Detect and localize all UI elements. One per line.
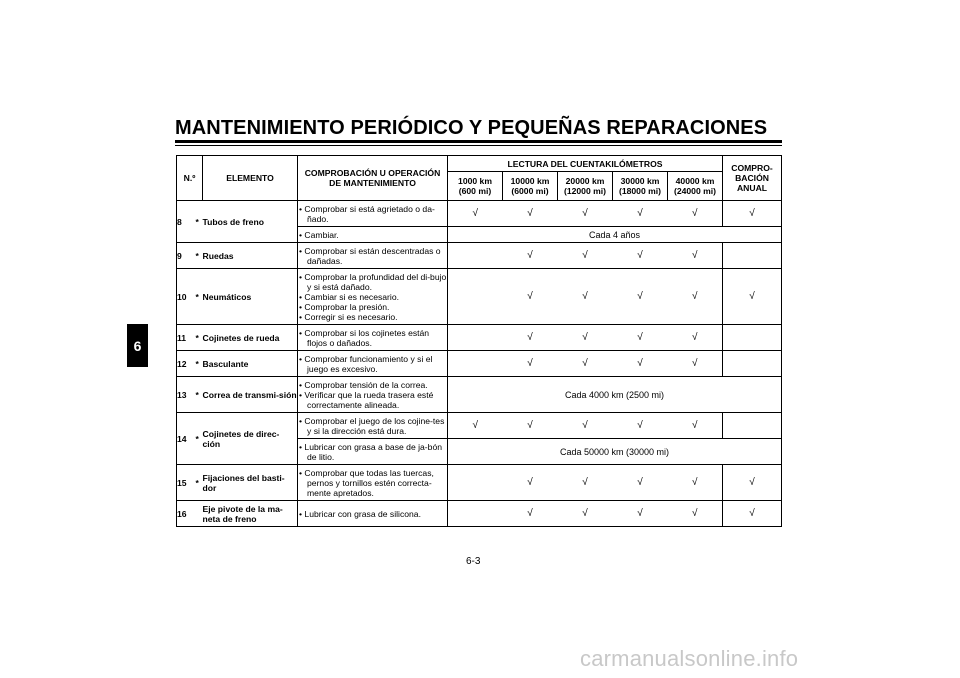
header-km-1: 1000 km (600 mi) bbox=[448, 172, 503, 201]
check-mark: √ bbox=[558, 325, 613, 351]
chapter-tab: 6 bbox=[127, 324, 148, 367]
check-mark: √ bbox=[668, 325, 723, 351]
interval-text: Cada 4 años bbox=[448, 227, 782, 243]
operation-cell: • Comprobar que todas las tuercas, pernos y tornillos estén correcta-mente apretados. bbox=[298, 465, 448, 501]
title-rule-thick bbox=[175, 140, 782, 143]
title-rule-thin bbox=[175, 145, 782, 146]
maintenance-table bbox=[176, 155, 782, 527]
page-title: MANTENIMIENTO PERIÓDICO Y PEQUEÑAS REPARACIONES bbox=[175, 117, 768, 139]
header-annual: COMPRO-BACIÓN ANUAL bbox=[723, 156, 782, 201]
check-mark: √ bbox=[503, 201, 558, 227]
page-number: 6-3 bbox=[466, 556, 481, 567]
table-row: 12 * Basculante • Comprobar funcionamiento y si el juego es excesivo. √ √ √ √ bbox=[177, 351, 782, 377]
check-mark: √ bbox=[668, 351, 723, 377]
check-mark: √ bbox=[558, 201, 613, 227]
header-km-2: 10000 km (6000 mi) bbox=[503, 172, 558, 201]
interval-text: Cada 4000 km (2500 mi) bbox=[448, 377, 782, 413]
table-row: 14 * Cojinetes de direc-ción • Comprobar el juego de los cojine-tes y si la dirección está dura. √ √ √ √ √ bbox=[177, 413, 782, 439]
check-mark: √ bbox=[558, 351, 613, 377]
operation-cell: • Comprobar la profundidad del di-bujo y si está dañado. • Cambiar si es necesario. • Comprobar la presión. • Corregir si es necesario. bbox=[298, 269, 448, 325]
header-element: ELEMENTO bbox=[203, 156, 298, 201]
table-row: 13 * Correa de transmi-sión • Comprobar tensión de la correa. • Verificar que la rueda trasera esté correctamente alineada. Cada 4000 km (2500 mi) bbox=[177, 377, 782, 413]
check-mark: √ bbox=[613, 325, 668, 351]
table-row: 16 Eje pivote de la ma-neta de freno • Lubricar con grasa de silicona. √ √ √ √ √ bbox=[177, 501, 782, 527]
header-km-4: 30000 km (18000 mi) bbox=[613, 172, 668, 201]
check-mark: √ bbox=[723, 501, 782, 527]
check-mark: √ bbox=[723, 465, 782, 501]
operation-cell: • Comprobar el juego de los cojine-tes y si la dirección está dura. bbox=[298, 413, 448, 439]
check-mark: √ bbox=[613, 201, 668, 227]
check-mark: √ bbox=[448, 201, 503, 227]
operation-cell: • Lubricar con grasa de silicona. bbox=[298, 501, 448, 527]
check-mark: √ bbox=[613, 413, 668, 439]
check-mark: √ bbox=[503, 351, 558, 377]
check-mark: √ bbox=[668, 413, 723, 439]
table-row: 10 * Neumáticos • Comprobar la profundidad del di-bujo y si está dañado. • Cambiar si es necesario. • Comprobar la presión. • Corregir si es necesario. √ √ √ √ √ bbox=[177, 269, 782, 325]
interval-text: Cada 50000 km (30000 mi) bbox=[448, 439, 782, 465]
check-mark: √ bbox=[613, 243, 668, 269]
check-mark: √ bbox=[613, 501, 668, 527]
header-km-3: 20000 km (12000 mi) bbox=[558, 172, 613, 201]
check-mark: √ bbox=[503, 413, 558, 439]
check-mark: √ bbox=[558, 243, 613, 269]
check-mark: √ bbox=[503, 269, 558, 325]
check-mark: √ bbox=[503, 243, 558, 269]
check-mark: √ bbox=[723, 269, 782, 325]
check-mark: √ bbox=[668, 501, 723, 527]
operation-cell: • Lubricar con grasa a base de ja-bón de litio. bbox=[298, 439, 448, 465]
check-mark: √ bbox=[558, 501, 613, 527]
header-odometer: LECTURA DEL CUENTAKILÓMETROS bbox=[448, 156, 723, 172]
check-mark: √ bbox=[668, 269, 723, 325]
check-mark: √ bbox=[668, 243, 723, 269]
check-mark: √ bbox=[668, 201, 723, 227]
check-mark: √ bbox=[613, 465, 668, 501]
check-mark: √ bbox=[558, 269, 613, 325]
table-row: 11 * Cojinetes de rueda • Comprobar si los cojinetes están flojos o dañados. √ √ √ √ bbox=[177, 325, 782, 351]
header-no: N.º bbox=[177, 156, 203, 201]
operation-cell: • Cambiar. bbox=[298, 227, 448, 243]
table-row: 8 * Tubos de freno • Comprobar si está agrietado o da-ñado. √ √ √ √ √ √ bbox=[177, 201, 782, 227]
check-mark: √ bbox=[613, 269, 668, 325]
check-mark: √ bbox=[558, 465, 613, 501]
check-mark: √ bbox=[503, 501, 558, 527]
check-mark: √ bbox=[558, 413, 613, 439]
header-km-5: 40000 km (24000 mi) bbox=[668, 172, 723, 201]
header-operation: COMPROBACIÓN U OPERACIÓN DE MANTENIMIENTO bbox=[298, 156, 448, 201]
operation-cell: • Comprobar funcionamiento y si el juego es excesivo. bbox=[298, 351, 448, 377]
check-mark: √ bbox=[613, 351, 668, 377]
operation-cell: • Comprobar si está agrietado o da-ñado. bbox=[298, 201, 448, 227]
operation-cell: • Comprobar si están descentradas o dañadas. bbox=[298, 243, 448, 269]
check-mark: √ bbox=[503, 465, 558, 501]
check-mark: √ bbox=[503, 325, 558, 351]
check-mark: √ bbox=[668, 465, 723, 501]
table-row: 9 * Ruedas • Comprobar si están descentradas o dañadas. √ √ √ √ bbox=[177, 243, 782, 269]
operation-cell: • Comprobar tensión de la correa. • Verificar que la rueda trasera esté correctamente alineada. bbox=[298, 377, 448, 413]
operation-cell: • Comprobar si los cojinetes están flojos o dañados. bbox=[298, 325, 448, 351]
check-mark: √ bbox=[723, 201, 782, 227]
watermark: carmanualsonline.info bbox=[580, 646, 799, 671]
check-mark: √ bbox=[448, 413, 503, 439]
table-row: 15 * Fijaciones del basti-dor • Comprobar que todas las tuercas, pernos y tornillos estén correcta-mente apretados. √ √ √ √ √ bbox=[177, 465, 782, 501]
